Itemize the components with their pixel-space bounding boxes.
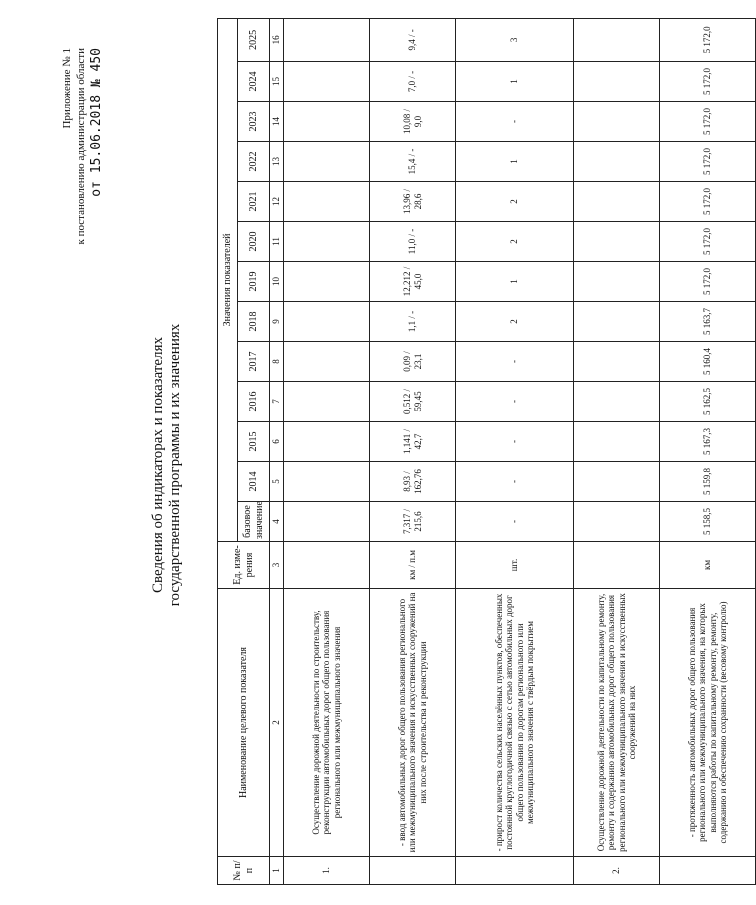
row-number <box>370 857 456 885</box>
header-num: № п/п <box>218 857 270 885</box>
appendix-block <box>60 48 105 245</box>
value-cell: 5 158,5 <box>660 502 756 542</box>
value-cell: 5 160,4 <box>660 342 756 382</box>
value-cell <box>574 262 660 302</box>
column-number: 7 <box>270 382 284 422</box>
title-line-2: государственной программы и их значениях <box>167 323 183 607</box>
indicator-name: - ввод автомобильных дорог общего пользования регионального или межмуниципального значения и искусственных сооружений на них после строительства и реконструкции <box>370 589 456 857</box>
row-number: 1. <box>284 857 370 885</box>
header-year: 2015 <box>238 422 270 462</box>
header-year: 2022 <box>238 142 270 182</box>
column-number: 12 <box>270 182 284 222</box>
unit-cell: шт. <box>456 542 574 589</box>
header-year: 2020 <box>238 222 270 262</box>
column-number: 13 <box>270 142 284 182</box>
header-year: 2017 <box>238 342 270 382</box>
appendix-line-1: Приложение № 1 <box>61 48 73 129</box>
row-number <box>456 857 574 885</box>
value-cell <box>574 502 660 542</box>
header-unit: Ед. изме-рения <box>218 542 270 589</box>
header-year: 2018 <box>238 302 270 342</box>
appendix-date-line: от 15.06.2018 № 450 <box>89 48 104 197</box>
table-row <box>574 18 660 884</box>
value-cell <box>284 18 370 61</box>
value-cell: 15,4 / - <box>370 142 456 182</box>
value-cell <box>574 62 660 102</box>
value-cell <box>574 462 660 502</box>
header-base: базовое значение <box>238 502 270 542</box>
table-row <box>660 18 756 884</box>
indicator-name: - прирост количества сельских населённых пунктов, обеспеченных постоянной круглогодичной связью с сетью автомобильных дорог общего пользования по дорогам регионального или межмуниципального значения с твёрдым покрытием <box>456 589 574 857</box>
value-cell: - <box>456 462 574 502</box>
value-cell <box>574 102 660 142</box>
value-cell: 5 172,0 <box>660 182 756 222</box>
unit-cell <box>574 542 660 589</box>
value-cell <box>284 382 370 422</box>
column-number: 3 <box>270 542 284 589</box>
value-cell <box>574 18 660 61</box>
unit-cell: км <box>660 542 756 589</box>
value-cell <box>284 262 370 302</box>
value-cell <box>284 302 370 342</box>
value-cell: - <box>456 422 574 462</box>
value-cell: 12,212 / 45,0 <box>370 262 456 302</box>
document-title <box>150 115 184 815</box>
value-cell: 3 <box>456 18 574 61</box>
column-number: 8 <box>270 342 284 382</box>
value-cell <box>574 182 660 222</box>
header-year: 2019 <box>238 262 270 302</box>
value-cell: 5 172,0 <box>660 262 756 302</box>
column-number: 5 <box>270 462 284 502</box>
column-number: 2 <box>270 589 284 857</box>
header-year: 2016 <box>238 382 270 422</box>
value-cell: 11,0 / - <box>370 222 456 262</box>
column-number: 9 <box>270 302 284 342</box>
indicator-name: Осуществление дорожной деятельности по строительству, реконструкции автомобильных дорог общего пользования регионального или межмуниципального значения <box>284 589 370 857</box>
value-cell: 5 159,8 <box>660 462 756 502</box>
value-cell: 5 172,0 <box>660 142 756 182</box>
value-cell <box>574 422 660 462</box>
value-cell <box>284 102 370 142</box>
value-cell <box>574 142 660 182</box>
value-cell <box>284 502 370 542</box>
title-line-1: Сведения об индикаторах и показателях <box>150 337 166 593</box>
value-cell: 1,1 / - <box>370 302 456 342</box>
indicator-name: - протяженность автомобильных дорог общего пользования регионального или межмуниципального значения, на которых выполняются работы по капитальному ремонту, ремонту, содержанию и обеспечению сохранности (весовому контролю) <box>660 589 756 857</box>
value-cell: - <box>456 382 574 422</box>
value-cell: 9,4 / - <box>370 18 456 61</box>
value-cell <box>284 222 370 262</box>
value-cell <box>284 422 370 462</box>
value-cell: 5 163,7 <box>660 302 756 342</box>
value-cell: 0,512 / 59,45 <box>370 382 456 422</box>
header-year: 2021 <box>238 182 270 222</box>
value-cell: 2 <box>456 222 574 262</box>
value-cell: 7,0 / - <box>370 62 456 102</box>
value-cell: 2 <box>456 182 574 222</box>
column-number: 1 <box>270 857 284 885</box>
value-cell: 1 <box>456 62 574 102</box>
indicator-name: Осуществление дорожной деятельности по капитальному ремонту, ремонту и содержанию автомобильных дорог общего пользования регионального или межмуниципального значения и искусственных сооружений на них <box>574 589 660 857</box>
value-cell: 1 <box>456 142 574 182</box>
value-cell: 1,141 / 42,7 <box>370 422 456 462</box>
value-cell: 8,93 / 162,76 <box>370 462 456 502</box>
value-cell: 5 172,0 <box>660 62 756 102</box>
row-number <box>660 857 756 885</box>
value-cell: 5 162,5 <box>660 382 756 422</box>
column-number: 15 <box>270 62 284 102</box>
value-cell: 13,96 / 28,6 <box>370 182 456 222</box>
table-row <box>284 18 370 884</box>
header-values-group: Значения показателей <box>218 18 238 541</box>
value-cell <box>574 222 660 262</box>
value-cell: 7,317 / 215,6 <box>370 502 456 542</box>
value-cell <box>284 142 370 182</box>
value-cell: 5 172,0 <box>660 222 756 262</box>
header-year: 2025 <box>238 18 270 61</box>
appendix-line-2: к постановлению администрации области <box>75 48 87 245</box>
unit-cell: км / п.м <box>370 542 456 589</box>
column-number: 6 <box>270 422 284 462</box>
value-cell: 0,09 / 23,1 <box>370 342 456 382</box>
value-cell <box>284 342 370 382</box>
indicators-table <box>217 18 756 885</box>
value-cell <box>284 182 370 222</box>
value-cell: 5 172,0 <box>660 18 756 61</box>
header-year: 2014 <box>238 462 270 502</box>
value-cell <box>574 342 660 382</box>
value-cell: 10,08 / 9,0 <box>370 102 456 142</box>
value-cell: 5 167,3 <box>660 422 756 462</box>
column-number: 11 <box>270 222 284 262</box>
table-row <box>456 18 574 884</box>
unit-cell <box>284 542 370 589</box>
value-cell: 1 <box>456 262 574 302</box>
value-cell: 5 172,0 <box>660 102 756 142</box>
value-cell <box>284 462 370 502</box>
table-row <box>370 18 456 884</box>
header-name: Наименование целевого показателя <box>218 589 270 857</box>
row-number: 2. <box>574 857 660 885</box>
value-cell: - <box>456 102 574 142</box>
column-number: 4 <box>270 502 284 542</box>
value-cell <box>284 62 370 102</box>
value-cell: 2 <box>456 302 574 342</box>
header-year: 2024 <box>238 62 270 102</box>
value-cell <box>574 382 660 422</box>
column-number: 14 <box>270 102 284 142</box>
value-cell <box>574 302 660 342</box>
value-cell: - <box>456 502 574 542</box>
column-number: 16 <box>270 18 284 61</box>
column-number: 10 <box>270 262 284 302</box>
header-year: 2023 <box>238 102 270 142</box>
value-cell: - <box>456 342 574 382</box>
